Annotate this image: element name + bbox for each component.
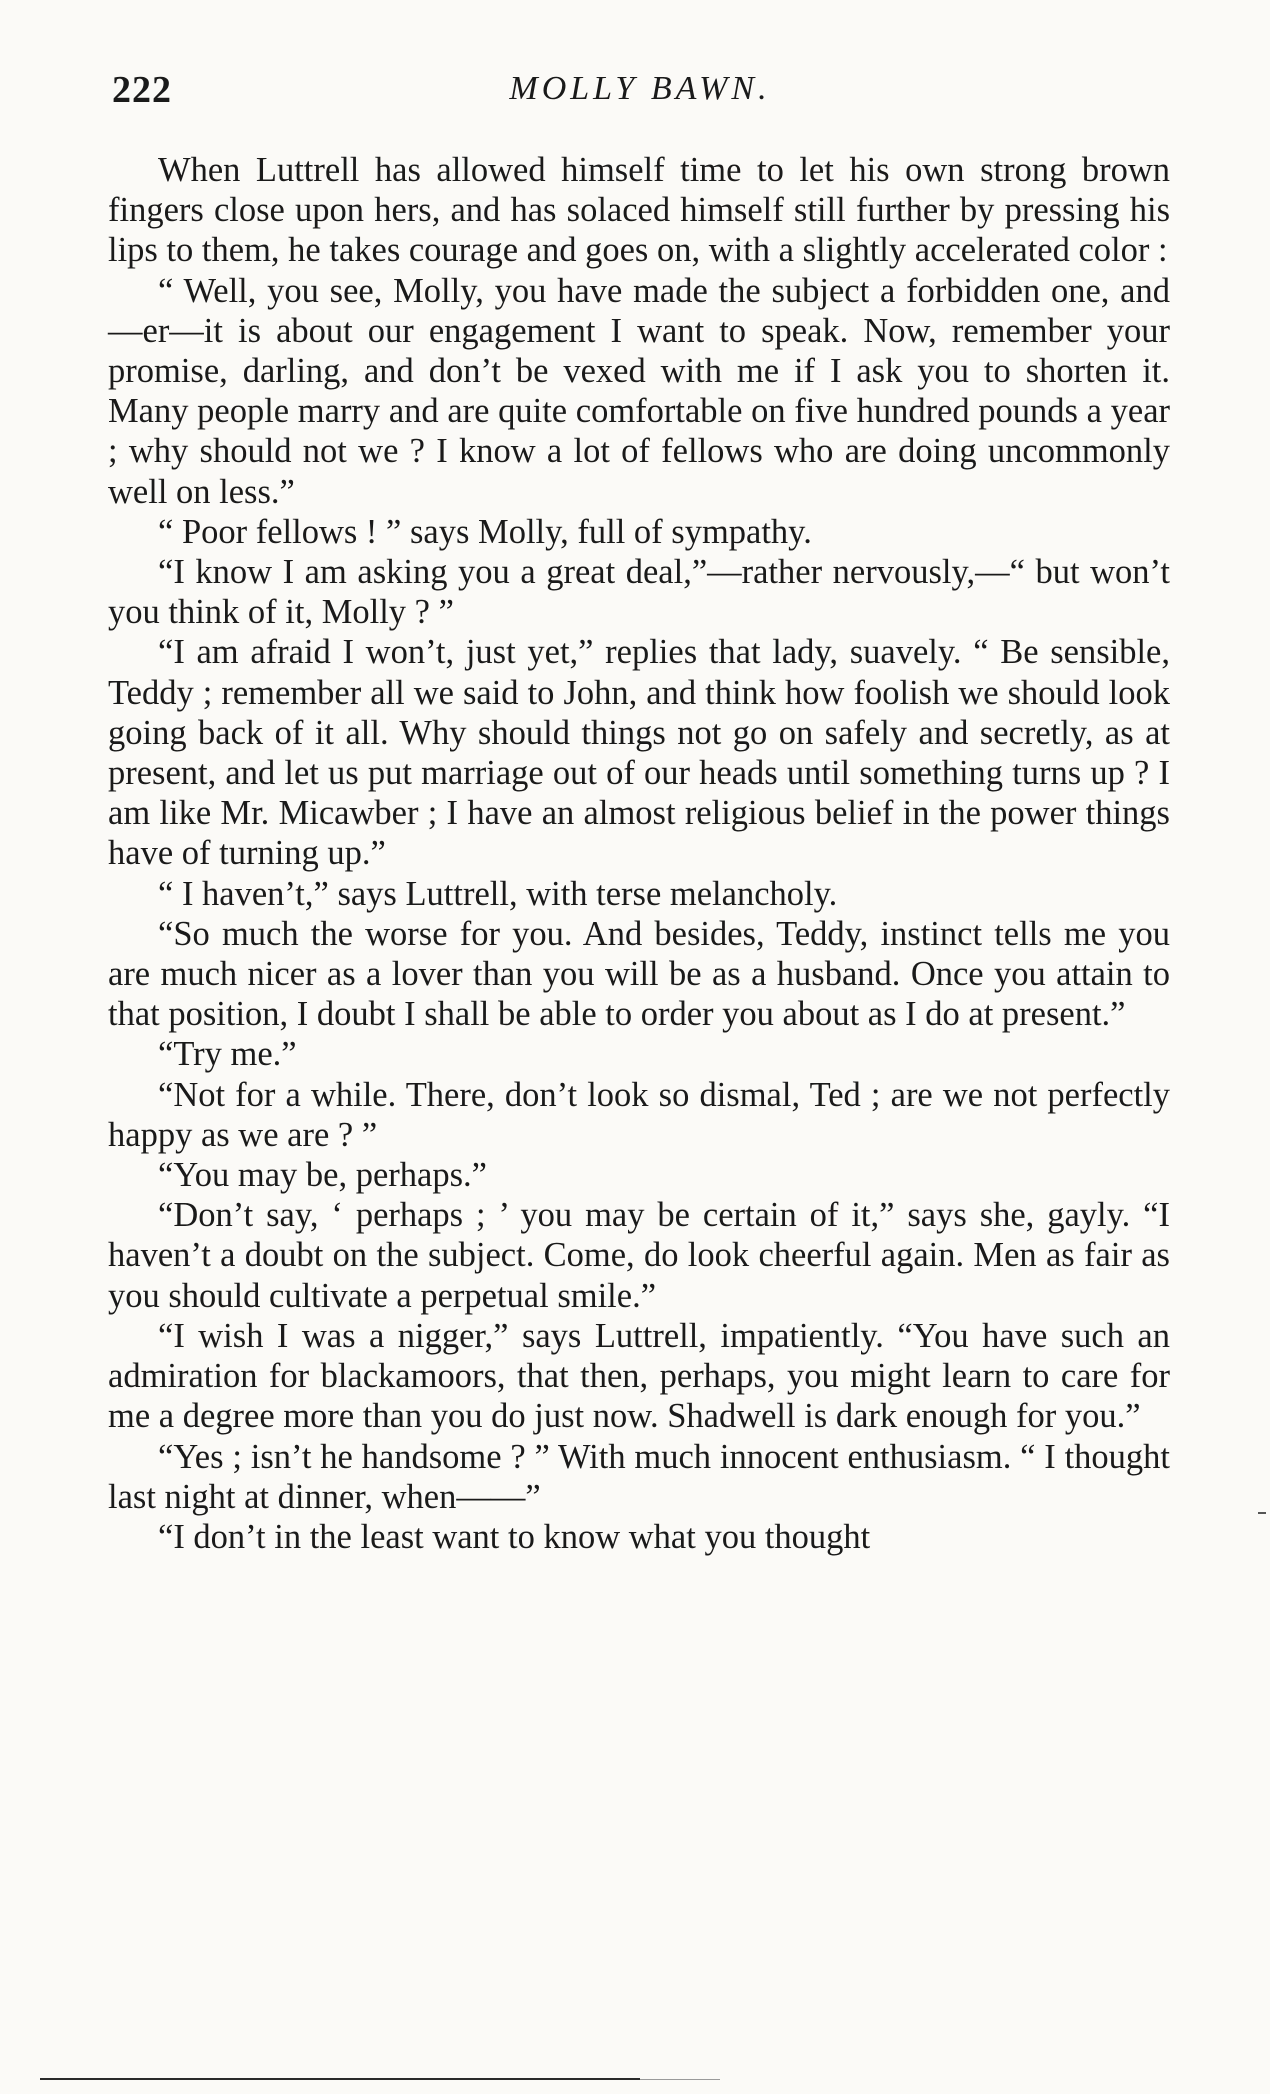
running-title: MOLLY BAWN. [509,70,771,107]
page-number: 222 [112,69,172,111]
paragraph: “You may be, perhaps.” [158,1156,487,1195]
paragraph: “Try me.” [158,1035,297,1074]
bottom-rule [40,2078,640,2080]
bottom-rule-faint [640,2079,720,2080]
paragraph: “ Poor fellows ! ” says Molly, full of sympathy. [158,512,812,551]
paragraph: “I am afraid I won’t, just yet,” replies that lady, suavely. “ Be sensible, Teddy ; remember all we said to John, and think how foolish we should look going back of it all. Why should things not go on safely and secretly, as at present, and let us put marriage out of our heads until something turns up ? I am like Mr. Micawber ; I have an almost religious belief in the power things have of turning up.” [108,633,1170,873]
paragraph: “So much the worse for you. And besides, Teddy, instinct tells me you are much nicer as a lover than you will be as a husband. Once you attain to that position, I doubt I shall be able to order you about as I do at present.” [108,914,1170,1034]
paragraph: When Luttrell has allowed himself time to let his own strong brown fingers close upon hers, and has solaced himself still further by pressing his lips to them, he takes courage and goes on, with a slightly accelerated color : [108,151,1170,270]
paragraph: “I don’t in the least want to know what you thought [158,1517,871,1556]
page-header [112,68,1168,124]
paragraph: “ Well, you see, Molly, you have made the subject a forbidden one, and—er—it is about our engagement I want to speak. Now, remember your promise, darling, and don’t be vexed with me if I ask you to shorten it. Many people marry and are quite comfortable on five hundred pounds a year ; why should not we ? I know a lot of fellows who are doing uncommonly well on less.” [108,271,1170,511]
paragraph: “Don’t say, ‘ perhaps ; ’ you may be certain of it,” says she, gayly. “I haven’t a doubt on the subject. Come, do look cheerful again. Men as fair as you should cultivate a perpetual smile.” [108,1196,1170,1315]
paragraph: “Yes ; isn’t he handsome ? ” With much innocent enthusiasm. “ I thought last night at dinner, when——” [108,1437,1170,1516]
paragraph: “I wish I was a nigger,” says Luttrell, impatiently. “You have such an admiration for blackamoors, that then, perhaps, you might learn to care for me a degree more than you do just now. Shadwell is dark enough for you.” [108,1316,1170,1436]
margin-mark [1258,1512,1266,1514]
paragraph: “I know I am asking you a great deal,”—rather nervously,—“ but won’t you think of it, Molly ? ” [108,553,1170,632]
paragraph: “Not for a while. There, don’t look so dismal, Ted ; are we not perfectly happy as we are ? ” [108,1075,1170,1154]
body-text [108,150,1170,1557]
paragraph: “ I haven’t,” says Luttrell, with terse melancholy. [158,874,838,913]
